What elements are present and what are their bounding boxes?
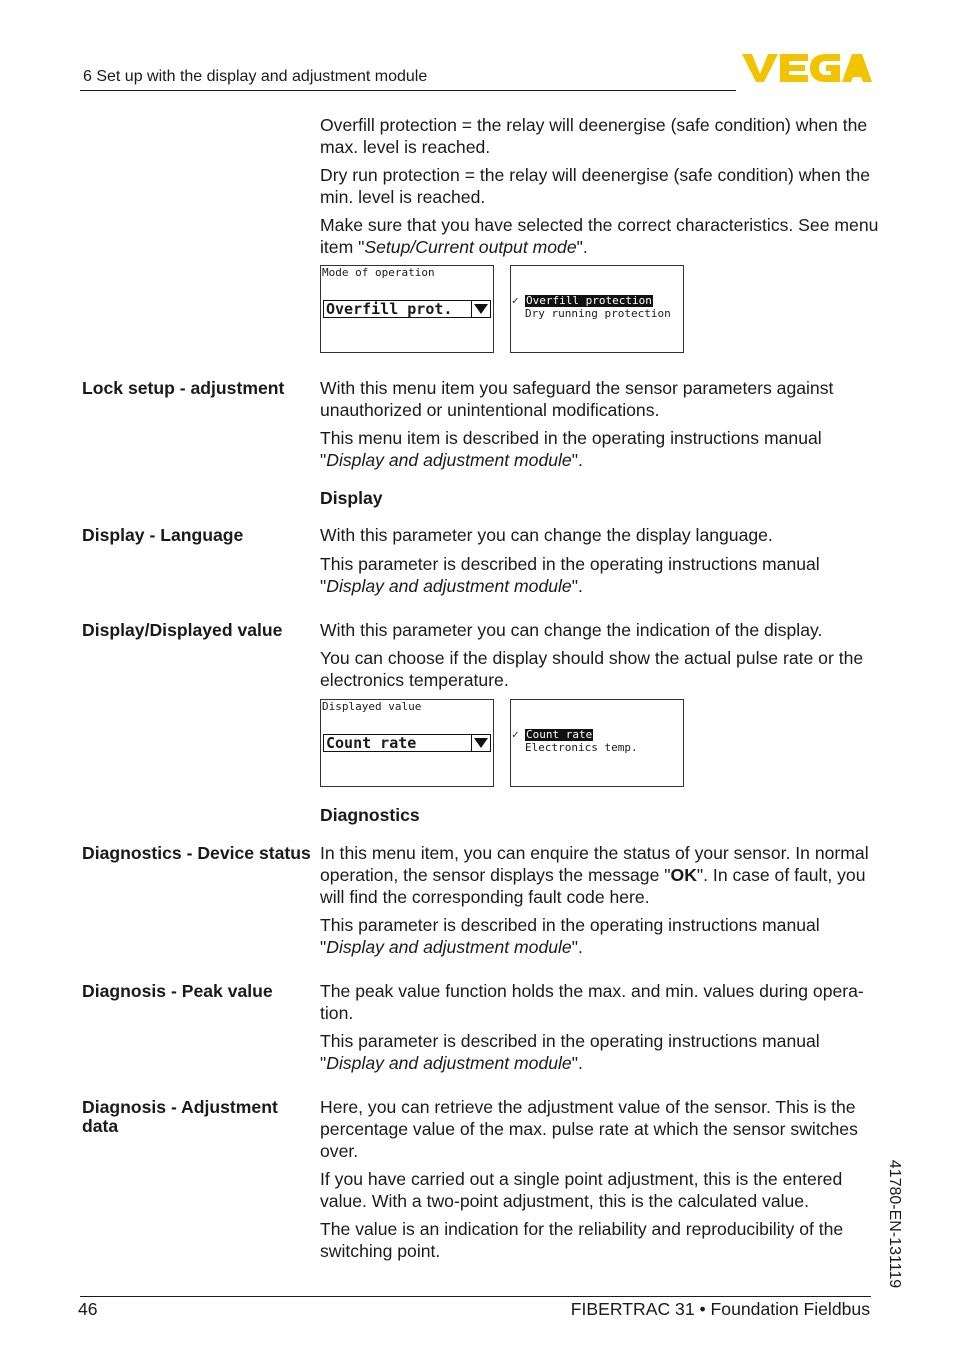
text-segment: ". <box>571 937 583 957</box>
check-icon: ✓ <box>512 728 519 741</box>
check-icon: ✓ <box>512 294 519 307</box>
vega-logo-icon <box>742 52 872 84</box>
lock-paragraph-2 <box>320 427 880 471</box>
text-segment: ". <box>571 1053 583 1073</box>
manual-reference: Display and adjustment module <box>326 937 572 957</box>
lcd-title: Displayed value <box>322 700 422 713</box>
display-heading: Display <box>320 488 383 508</box>
running-header: 6 Set up with the display and adjustment module <box>83 68 428 85</box>
adjustment-data-label: Diagnosis - Adjustment data <box>82 1097 278 1136</box>
manual-reference: Display and adjustment module <box>326 1053 572 1073</box>
text-segment: ". <box>576 237 588 257</box>
lcd-displayed-value <box>320 699 494 787</box>
lcd-dropdown <box>323 734 491 752</box>
text-segment: This parameter is described in the operating instructions manual " <box>320 1031 820 1073</box>
text-segment: ". <box>571 576 583 596</box>
device-status-paragraph-2 <box>320 914 880 958</box>
lcd-dropdown-value: Overfill prot. <box>326 300 453 318</box>
characteristics-paragraph <box>320 214 880 258</box>
overfill-paragraph: Overfill protection = the relay will deenergise (safe condition) when the max. level is reached. <box>320 115 868 157</box>
footer-rule <box>80 1296 871 1297</box>
text-segment: This menu item is described in the operating instructions manual " <box>320 428 822 470</box>
peak-value-paragraph-1: The peak value function holds the max. and min. values during opera-tion. <box>320 981 864 1023</box>
text-segment: ". In case of fault, you will find the corresponding fault code here. <box>320 865 866 907</box>
page-number: 46 <box>78 1299 98 1319</box>
peak-value-paragraph-2 <box>320 1030 880 1074</box>
text-segment: ". <box>571 450 583 470</box>
displayed-value-label: Display/Displayed value <box>82 620 283 640</box>
text-segment: In this menu item, you can enquire the status of your sensor. In normal operation, the sensor displays the message " <box>320 843 869 885</box>
footer-title: FIBERTRAC 31 • Foundation Fieldbus <box>570 1299 870 1319</box>
lcd-option: Electronics temp. <box>525 741 638 754</box>
text-segment: This parameter is described in the operating instructions manual " <box>320 554 820 596</box>
dropdown-arrow-icon <box>471 735 490 751</box>
lcd-option: Dry running protection <box>525 307 671 320</box>
ok-message: OK <box>670 865 697 885</box>
peak-value-label: Diagnosis - Peak value <box>82 981 273 1001</box>
vega-logo <box>742 52 872 84</box>
manual-reference: Display and adjustment module <box>326 450 572 470</box>
adjustment-data-paragraph-2: If you have carried out a single point adjustment, this is the entered value. With a two-point adjustment, this is the calculated value. <box>320 1169 843 1211</box>
language-paragraph-1: With this parameter you can change the display language. <box>320 525 773 545</box>
lock-setup-label: Lock setup - adjustment <box>82 378 285 398</box>
displayed-value-paragraph-1: With this parameter you can change the indication of the display. <box>320 620 823 640</box>
display-language-label: Display - Language <box>82 525 244 545</box>
diagnostics-heading: Diagnostics <box>320 805 420 825</box>
lcd-mode-options <box>510 265 684 353</box>
device-status-label: Diagnostics - Device status <box>82 843 311 863</box>
header-rule <box>80 90 736 91</box>
lcd-option-selected: Count rate <box>526 728 593 741</box>
lock-paragraph-1: With this menu item you safeguard the sensor parameters against unauthorized or unintentional modifications. <box>320 378 834 420</box>
menu-reference: Setup/Current output mode <box>364 237 577 257</box>
lcd-dropdown <box>323 300 491 318</box>
text-segment: Make sure that you have selected the correct characteristics. See menu item " <box>320 215 879 257</box>
language-paragraph-2 <box>320 553 880 597</box>
adjustment-data-paragraph-1: Here, you can retrieve the adjustment value of the sensor. This is the percentage value of the max. pulse rate at which the sensor switches over. <box>320 1097 858 1161</box>
device-status-paragraph-1 <box>320 842 880 908</box>
dropdown-arrow-icon <box>471 301 490 317</box>
lcd-dropdown-value: Count rate <box>326 734 417 752</box>
text-segment: This parameter is described in the operating instructions manual " <box>320 915 820 957</box>
lcd-option-selected: Overfill protection <box>526 294 652 307</box>
manual-reference: Display and adjustment module <box>326 576 572 596</box>
displayed-value-paragraph-2: You can choose if the display should show the actual pulse rate or the electronics temperature. <box>320 648 864 690</box>
lcd-title: Mode of operation <box>322 266 435 279</box>
adjustment-data-paragraph-3: The value is an indication for the reliability and reproducibility of the switching point. <box>320 1219 844 1261</box>
lcd-mode-of-operation <box>320 265 494 353</box>
dryrun-paragraph: Dry run protection = the relay will deenergise (safe condition) when the min. level is reached. <box>320 165 871 207</box>
lcd-displayed-value-options <box>510 699 684 787</box>
document-number: 41780-EN-131119 <box>886 1159 903 1289</box>
